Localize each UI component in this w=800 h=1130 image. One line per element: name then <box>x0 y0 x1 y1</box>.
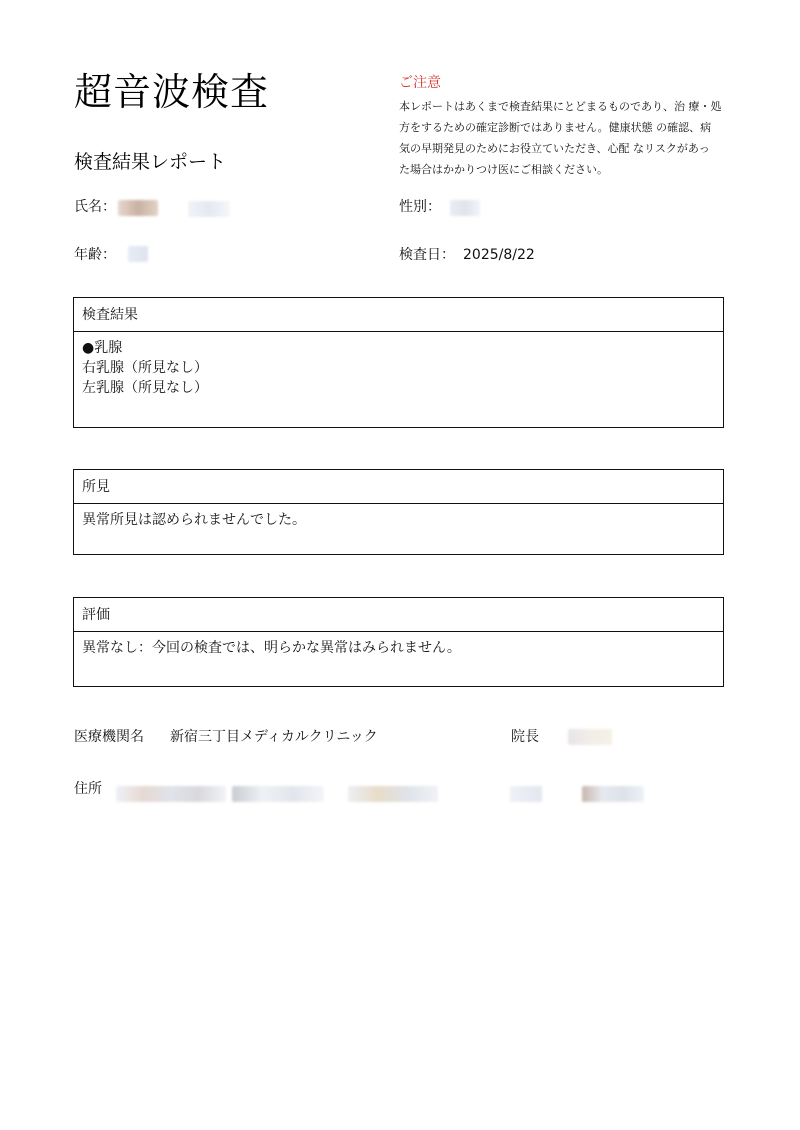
report-subtitle: 検査結果レポート <box>74 151 227 173</box>
exam-date-value: 2025/8/22 <box>463 247 535 263</box>
results-line: ●乳腺 <box>82 340 123 356</box>
director-name-redacted <box>568 729 612 745</box>
institution-label: 医療機関名 <box>74 729 144 745</box>
results-heading: 検査結果 <box>74 298 723 332</box>
name-value-redacted <box>188 201 230 217</box>
notice-line: 方をするための確定診断ではありません。健康状態 の確認、病 <box>399 121 712 134</box>
results-line: 右乳腺（所見なし） <box>82 360 208 376</box>
findings-text: 異常所見は認められませんでした。 <box>82 512 306 528</box>
address-value-redacted <box>510 786 542 802</box>
notice-line: た場合はかかりつけ医にご相談ください。 <box>399 163 608 176</box>
sex-value-redacted <box>450 200 480 216</box>
address-value-redacted <box>582 786 644 802</box>
name-label: 氏名： <box>74 199 116 215</box>
notice-text <box>399 96 734 180</box>
results-line: 左乳腺（所見なし） <box>82 380 208 396</box>
results-section <box>73 297 724 428</box>
notice-line: 本レポートはあくまで検査結果にとどまるものであり、治 療・処 <box>399 100 722 113</box>
evaluation-section <box>73 597 724 687</box>
sex-label: 性別： <box>399 199 441 215</box>
address-value-redacted <box>116 786 226 802</box>
director-label: 院長 <box>511 729 539 745</box>
address-value-redacted <box>232 786 324 802</box>
institution-name: 新宿三丁目メディカルクリニック <box>170 729 378 745</box>
exam-date-label: 検査日： <box>399 247 455 263</box>
notice-line: 気の早期発見のためにお役立ていただき、心配 なリスクがあっ <box>399 142 710 155</box>
age-label: 年齢： <box>74 247 116 263</box>
address-value-redacted <box>348 786 438 802</box>
name-value-redacted <box>118 200 158 216</box>
results-body <box>74 332 723 398</box>
address-label: 住所 <box>74 781 102 797</box>
findings-heading: 所見 <box>74 470 723 504</box>
page-title: 超音波検査 <box>74 70 270 114</box>
age-value-redacted <box>128 246 148 262</box>
evaluation-text: 異常なし：今回の検査では、明らかな異常はみられません。 <box>82 640 461 656</box>
findings-section <box>73 469 724 555</box>
notice-heading: ご注意 <box>399 75 441 91</box>
evaluation-heading: 評価 <box>74 598 723 632</box>
